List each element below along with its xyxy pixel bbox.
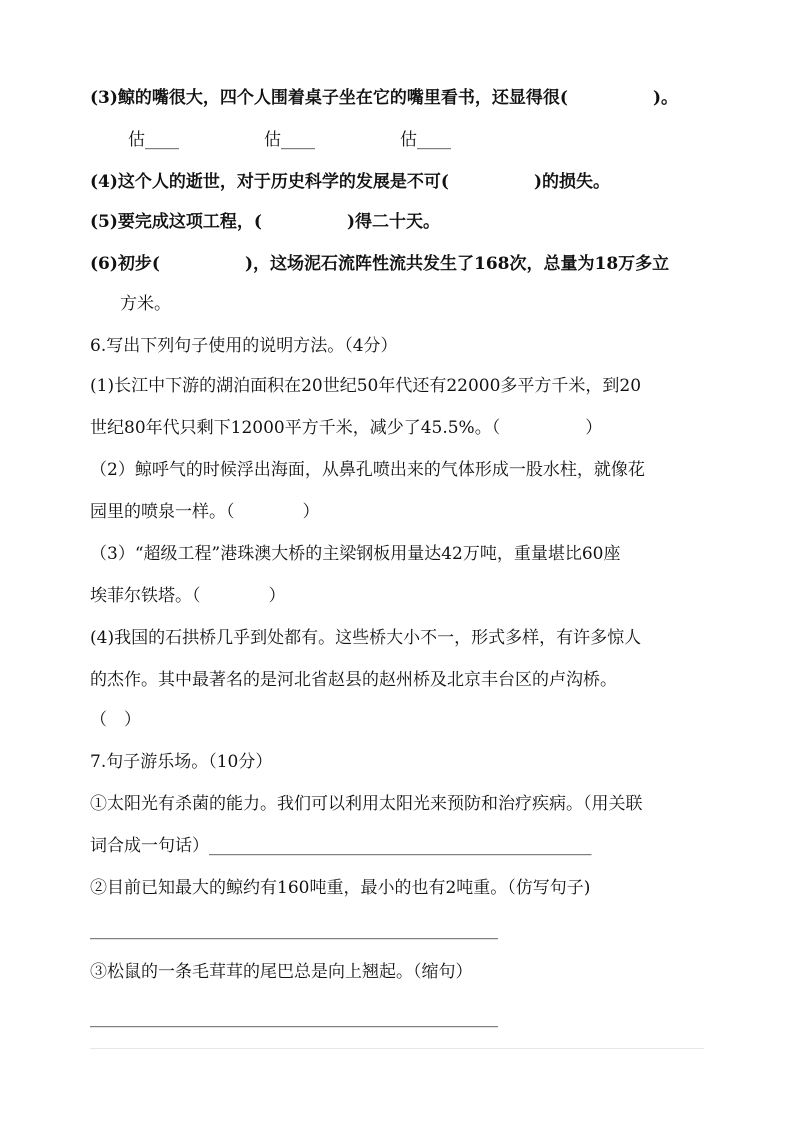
question-6-item-4-line-3: （ ） (90, 710, 141, 730)
question-7-item-3: ③松鼠的一条毛茸茸的尾巴总是向上翘起。（缩句） (90, 962, 473, 982)
question-7-item-2-answer-blank: ________________________________________________ (90, 920, 498, 940)
question-6-title: 6.写出下列句子使用的说明方法。（4分） (90, 336, 398, 356)
question-5-item-6-line-1: (6)初步( )，这场泥石流阵性流共发生了168次，总量为18万多立 (90, 254, 670, 274)
question-7-title: 7.句子游乐场。（10分） (90, 752, 273, 772)
question-5-item-5: (5)要完成这项工程，( )得二十天。 (90, 212, 441, 232)
question-6-item-4-line-2: 的杰作。其中最著名的是河北省赵县的赵州桥及北京丰台区的卢沟桥。 (90, 670, 617, 690)
question-6-item-2-line-2: 园里的喷泉一样。（ ） (90, 502, 320, 522)
page-bottom-rule (90, 1048, 704, 1049)
question-6-item-2-line-1: （2）鲸呼气的时候浮出海面，从鼻孔喷出来的气体形成一股水柱，就像花 (90, 460, 645, 480)
question-6-item-4-line-1: (4)我国的石拱桥几乎到处都有。这些桥大小不一，形式多样，有许多惊人 (90, 628, 642, 648)
question-5-item-3: (3)鲸的嘴很大，四个人围着桌子坐在它的嘴里看书，还显得很( )。 (90, 88, 679, 108)
question-5-item-6-line-2: 方米。 (120, 294, 171, 314)
question-7-item-3-answer-blank: ________________________________________________ (90, 1008, 498, 1028)
question-6-item-3-line-2: 埃菲尔铁塔。（ ） (90, 586, 286, 606)
question-5-guess-line: 估____ 估____ 估____ (128, 130, 451, 150)
question-7-item-1-line-1: ①太阳光有杀菌的能力。我们可以利用太阳光来预防和治疗疾病。（用关联 (90, 794, 643, 814)
question-6-item-3-line-1: （3）“超级工程”港珠澳大桥的主梁钢板用量达42万吨，重量堪比60座 (90, 544, 621, 564)
question-7-item-1-line-2: 词合成一句话）_____________________________________________ (90, 836, 592, 856)
question-6-item-1-line-2: 世纪80年代只剩下12000平方千米，减少了45.5%。（ ） (90, 418, 603, 438)
question-5-item-4: (4)这个人的逝世，对于历史科学的发展是不可( )的损失。 (90, 172, 611, 192)
question-7-item-2: ②目前已知最大的鲸约有160吨重，最小的也有2吨重。（仿写句子) (90, 878, 591, 898)
question-6-item-1-line-1: (1)长江中下游的湖泊面积在20世纪50年代还有22000多平方千米，到20 (90, 376, 642, 396)
